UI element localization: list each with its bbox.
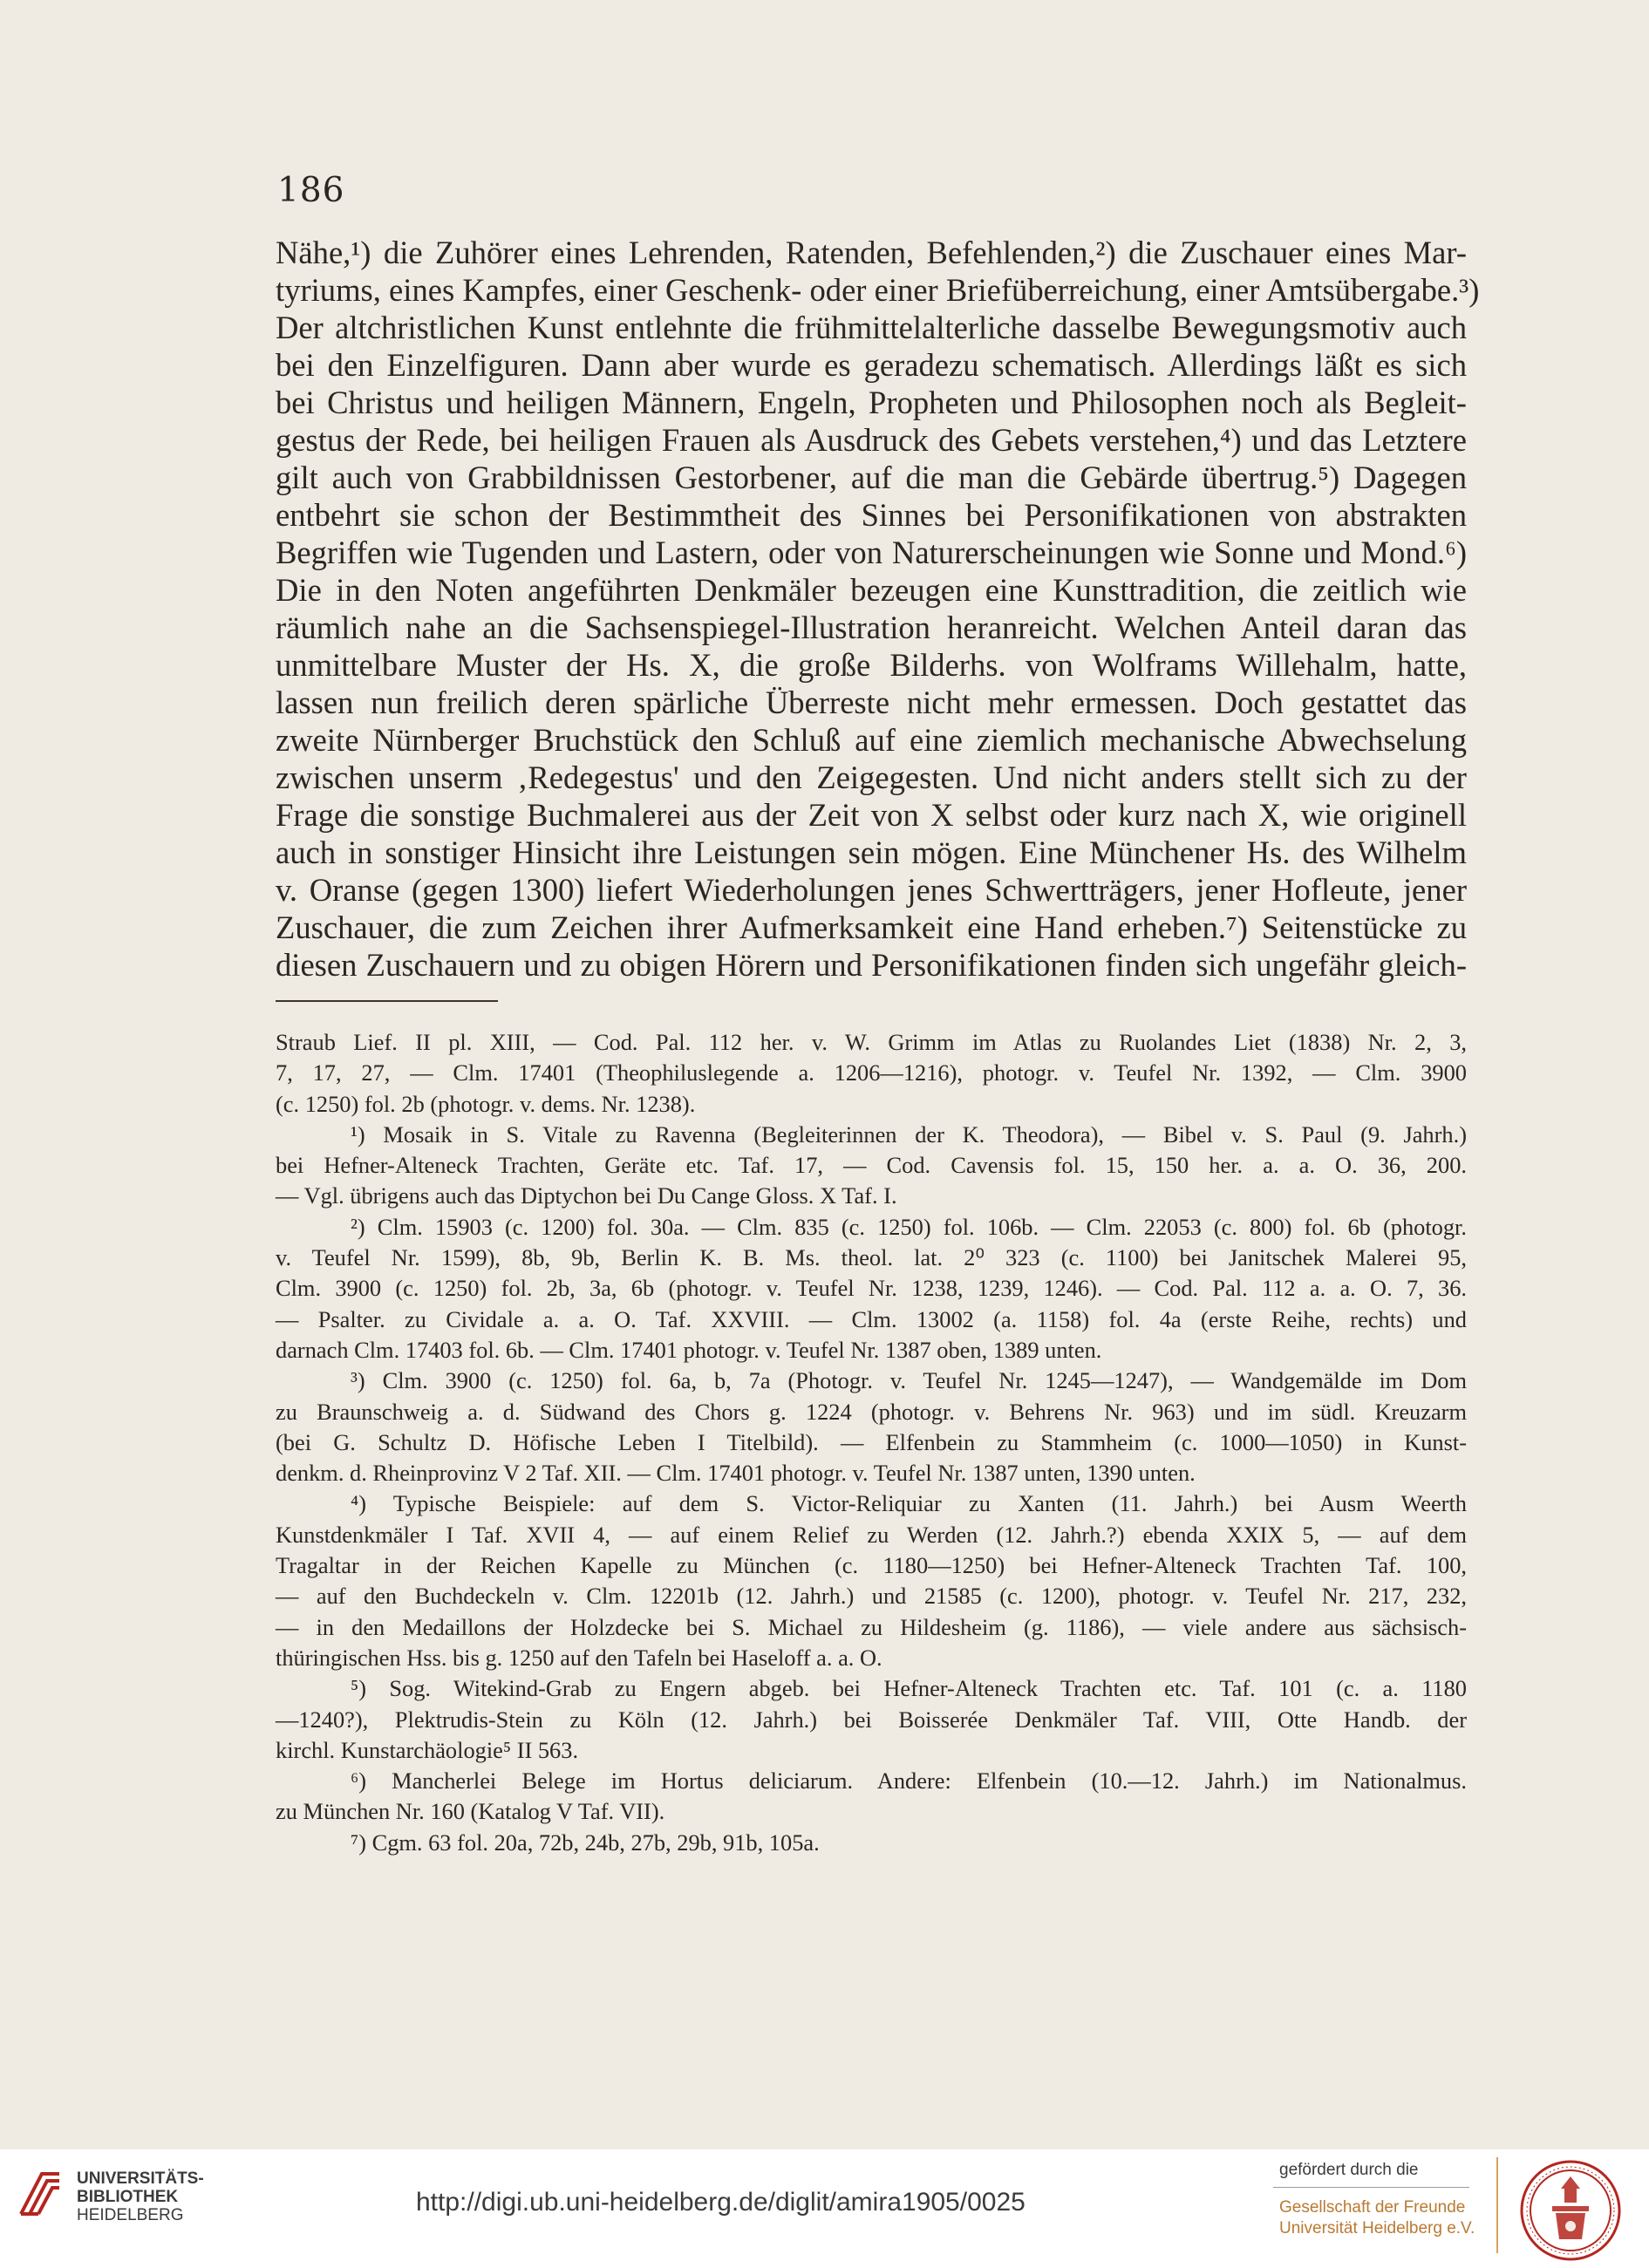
footnote-line: —1240?), Plektrudis-Stein zu Köln (12. Jahrh.) bei Boisserée Denkmäler Taf. VIII, Otte Handb. der: [276, 1706, 1467, 1733]
footnote-line: Kunstdenkmäler I Taf. XVII 4, — auf einem Relief zu Werden (12. Jahrh.?) ebenda XXIX 5, — auf dem: [276, 1521, 1467, 1548]
footnote-line: Tragaltar in der Reichen Kapelle zu München (c. 1180—1250) bei Hefner-Alteneck Trachten Taf. 100,: [276, 1552, 1467, 1579]
university-seal-icon: [1519, 2159, 1622, 2262]
text-line: Zuschauer, die zum Zeichen ihrer Aufmerksamkeit eine Hand erheben.⁷) Seitenstücke zu: [276, 909, 1467, 945]
sponsor-name-line: Universität Heidelberg e.V.: [1279, 2219, 1475, 2237]
footnote-line: — in den Medaillons der Holzdecke bei S. Michael zu Hildesheim (g. 1186), — viele andere aus sächsisch-: [276, 1613, 1467, 1640]
footnotes: [276, 1027, 1467, 1858]
footnote-line: (bei G. Schultz D. Höfische Leben I Titelbild). — Elfenbein zu Stammheim (c. 1000—1050) in Kunst-: [276, 1428, 1467, 1455]
text-line: gestus der Rede, bei heiligen Frauen als Ausdruck des Gebets verstehen,⁴) und das Letztere: [276, 422, 1467, 458]
text-line: Der altchristlichen Kunst entlehnte die frühmittelalterliche dasselbe Bewegungsmotiv auch: [276, 310, 1467, 345]
footnote-line: ¹) Mosaik in S. Vitale zu Ravenna (Begleiterinnen der K. Theodora), — Bibel v. S. Paul (9. Jahrh.): [351, 1120, 1467, 1148]
library-name-line: HEIDELBERG: [77, 2206, 184, 2224]
footnote-line: Straub Lief. II pl. XIII, — Cod. Pal. 112 her. v. W. Grimm im Atlas zu Ruolandes Liet (1838) Nr. 2, 3,: [276, 1029, 1467, 1055]
text-line: Frage die sonstige Buchmalerei aus der Zeit von X selbst oder kurz nach X, wie originell: [276, 797, 1467, 833]
footnote-line: zu München Nr. 160 (Katalog V Taf. VII).: [276, 1798, 665, 1825]
footnote-line: denkm. d. Rheinprovinz V 2 Taf. XII. — Clm. 17401 photogr. v. Teufel Nr. 1387 unten, 1390 unten.: [276, 1460, 1196, 1487]
footnote-line: kirchl. Kunstarchäologie⁵ II 563.: [276, 1736, 579, 1763]
footnote-line: — Vgl. übrigens auch das Diptychon bei Du Cange Gloss. X Taf. I.: [276, 1182, 897, 1209]
footnote-line: ⁷) Cgm. 63 fol. 20a, 72b, 24b, 27b, 29b, 91b, 105a.: [351, 1829, 820, 1856]
footnote-line: ⁶) Mancherlei Belege im Hortus deliciarum. Andere: Elfenbein (10.—12. Jahrh.) im Nationalmus.: [351, 1767, 1467, 1795]
footnote-line: ⁴) Typische Beispiele: auf dem S. Victor-Reliquiar zu Xanten (11. Jahrh.) bei Ausm Weerth: [351, 1490, 1467, 1517]
text-line: auch in sonstiger Hinsicht ihre Leistungen sein mögen. Eine Münchener Hs. des Wilhelm: [276, 834, 1467, 870]
footnote-line: — auf den Buchdeckeln v. Clm. 12201b (12. Jahrh.) und 21585 (c. 1200), photogr. v. Teufel Nr. 217, 232,: [276, 1583, 1467, 1610]
library-name-line: UNIVERSITÄTS-: [77, 2169, 204, 2188]
library-name-line: BIBLIOTHEK: [77, 2188, 179, 2206]
footer-divider: [1496, 2157, 1498, 2253]
footnote-line: ⁵) Sog. Witekind-Grab zu Engern abgeb. bei Hefner-Alteneck Trachten etc. Taf. 101 (c. a. 1180: [351, 1675, 1467, 1702]
footnote-line: thüringischen Hss. bis g. 1250 auf den Tafeln bei Haseloff a. a. O.: [276, 1644, 882, 1671]
footnote-line: ²) Clm. 15903 (c. 1200) fol. 30a. — Clm. 835 (c. 1250) fol. 106b. — Clm. 22053 (c. 800) fol. 6b (photogr.: [351, 1213, 1467, 1240]
text-line: diesen Zuschauern und zu obigen Hörern und Personifikationen finden sich ungefähr gleich-: [276, 947, 1467, 983]
library-logo-icon: [16, 2167, 65, 2219]
text-line: bei den Einzelfiguren. Dann aber wurde es geradezu schematisch. Allerdings läßt es sich: [276, 347, 1467, 383]
footnote-line: v. Teufel Nr. 1599), 8b, 9b, Berlin K. B. Ms. theol. lat. 2⁰ 323 (c. 1100) bei Janitschek Malerei 95,: [276, 1244, 1467, 1271]
text-line: Begriffen wie Tugenden und Lastern, oder von Naturerscheinungen wie Sonne und Mond.⁶): [276, 535, 1467, 570]
footnote-line: zu Braunschweig a. d. Südwand des Chors g. 1224 (photogr. v. Behrens Nr. 963) und im südl. Kreuzarm: [276, 1398, 1467, 1425]
sponsor-label: gefördert durch die: [1279, 2161, 1419, 2179]
text-line: unmittelbare Muster der Hs. X, die große Bilderhs. von Wolframs Willehalm, hatte,: [276, 647, 1467, 683]
document-url-link[interactable]: http://digi.ub.uni-heidelberg.de/diglit/amira1905/0025: [416, 2188, 1026, 2217]
text-line: Nähe,¹) die Zuhörer eines Lehrenden, Ratenden, Befehlenden,²) die Zuschauer eines Mar-: [276, 235, 1467, 270]
footnote-line: (c. 1250) fol. 2b (photogr. v. dems. Nr. 1238).: [276, 1090, 696, 1117]
text-line: bei Christus und heiligen Männern, Engeln, Propheten und Philosophen noch als Begleit-: [276, 385, 1467, 420]
text-line: räumlich nahe an die Sachsenspiegel-Illustration heranreicht. Welchen Anteil daran das: [276, 610, 1467, 645]
sponsor-name-line: Gesellschaft der Freunde: [1279, 2198, 1466, 2217]
page-number: 186: [277, 171, 345, 210]
main-text: [276, 234, 1480, 984]
library-name: [77, 2169, 204, 2224]
footnote-line: darnach Clm. 17403 fol. 6b. — Clm. 17401 photogr. v. Teufel Nr. 1387 oben, 1389 unten.: [276, 1336, 1102, 1363]
footnote-line: bei Hefner-Alteneck Trachten, Geräte etc. Taf. 17, — Cod. Cavensis fol. 15, 150 her. a. a. O. 36, 200.: [276, 1152, 1467, 1179]
sponsor-name: [1279, 2197, 1475, 2239]
text-line: tyriums, eines Kampfes, einer Geschenk- oder einer Briefüberreichung, einer Amtsübergabe.³): [276, 272, 1480, 308]
footnote-line: 7, 17, 27, — Clm. 17401 (Theophiluslegende a. 1206—1216), photogr. v. Teufel Nr. 1392, — Clm. 3900: [276, 1059, 1467, 1086]
text-line: zweite Nürnberger Bruchstück den Schluß auf eine ziemlich mechanische Abwechselung: [276, 722, 1467, 758]
text-line: lassen nun freilich deren spärliche Überreste nicht mehr ermessen. Doch gestattet das: [276, 684, 1467, 720]
footnote-line: Clm. 3900 (c. 1250) fol. 2b, 3a, 6b (photogr. v. Teufel Nr. 1238, 1239, 1246). — Cod. Pal. 112 a. a. O. 7, 36.: [276, 1275, 1467, 1302]
text-line: Die in den Noten angeführten Denkmäler bezeugen eine Kunsttradition, die zeitlich wie: [276, 572, 1467, 608]
text-line: v. Oranse (gegen 1300) liefert Wiederholungen jenes Schwertträgers, jener Hofleute, jener: [276, 872, 1467, 908]
footnote-line: — Psalter. zu Cividale a. a. O. Taf. XXVIII. — Clm. 13002 (a. 1158) fol. 4a (erste Reihe, rechts) und: [276, 1305, 1467, 1332]
footnote-separator: [276, 1000, 498, 1002]
text-line: entbehrt sie schon der Bestimmtheit des Sinnes bei Personifikationen von abstrakten: [276, 497, 1467, 533]
footnote-line: ³) Clm. 3900 (c. 1250) fol. 6a, b, 7a (Photogr. v. Teufel Nr. 1245—1247), — Wandgemälde im Dom: [351, 1367, 1467, 1394]
text-line: zwischen unserm ‚Redegestus' und den Zeigegesten. Und nicht anders stellt sich zu der: [276, 759, 1467, 795]
sponsor-divider: [1273, 2187, 1469, 2188]
text-line: gilt auch von Grabbildnissen Gestorbener, auf die man die Gebärde übertrug.⁵) Dagegen: [276, 460, 1467, 495]
